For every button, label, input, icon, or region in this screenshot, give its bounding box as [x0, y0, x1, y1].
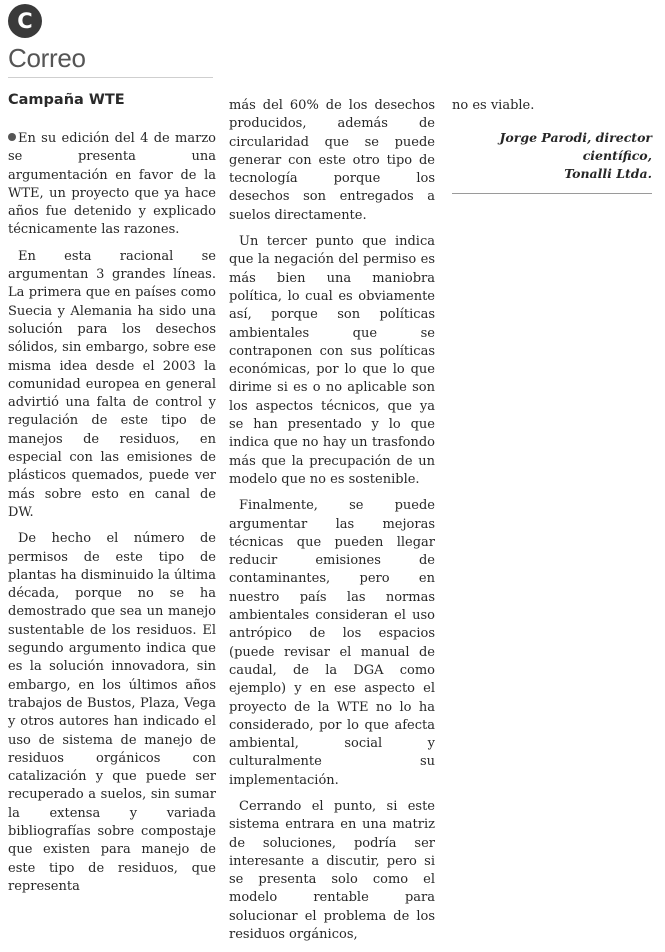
end-divider — [452, 193, 652, 194]
paragraph — [8, 130, 216, 240]
paragraph: De hecho el número de permisos de este tipo de plantas ha disminuido la última década, porque no se ha demostrado que sea un manejo sustentable de los residuos. El segundo argumento indica que es la solución innovadora, sin embargo, en los últimos años trabajos de Bustos, Plaza, Vega y otros autores han indicado el uso de sistema de manejo de residuos orgánicos con catalización y que puede ser recuperado a suelos, sin sumar la extensa y variada bibliografías sobre compostaje que existen para manejo de este tipo de residuos, que representa — [8, 531, 216, 894]
letter-headline: Campaña WTE — [8, 92, 125, 108]
paragraph: Finalmente, se puede argumentar las mejoras técnicas que pueden llegar reducir emisiones de contaminantes, pero en nuestro país las normas ambientales consideran el uso antrópico de los espacios (puede revisar el manual de caudal, de la DGA como ejemplo) y en ese aspecto el proyecto de la WTE no lo ha considerado, por lo que afecta ambiental, social y culturalmente su implementación. — [229, 498, 435, 788]
paragraph: En esta racional se argumentan 3 grandes líneas. La primera que en países como Suecia y Alemania ha sido una solución para los desechos sólidos, sin embargo, sobre ese misma idea desde el 2003 la comunidad europea en general advirtió una falta de control y regulación de este tipo de manejos de residuos, en especial con las emisiones de plásticos quemados, puede ver más sobre esto en canal de DW. — [8, 248, 216, 520]
paragraph: Un tercer punto que indica que la negación del permiso es más bien una maniobra política, lo cual es obviamente así, porque son políticas ambientales que se contraponen con sus políticas económicas, por lo que lo que dirime si es o no aplicable son los aspectos técnicos, que ya se han presentado y lo que indica que no hay un trasfondo más que la precupación de un modelo que no es sostenible. — [229, 234, 435, 487]
paragraph: más del 60% de los desechos producidos, además de circularidad que se puede generar con este otro tipo de tecnología porque los desechos son entregados a suelos directamente. — [229, 98, 435, 223]
paragraph: Cerrando el punto, si este sistema entrara en una matriz de soluciones, podría ser interesante a discutir, pero si se presenta solo como el modelo rentable para solucionar el problema de los residuos orgánicos, — [229, 798, 435, 943]
section-title: Correo — [8, 43, 86, 73]
paragraph-text: En su edición del 4 de marzo se presenta una argumentación en favor de la WTE, un proyecto que ya hace años fue detenido y explicado técnicamente las razones. — [8, 131, 216, 238]
section-divider — [8, 77, 213, 78]
section-logo: C — [8, 4, 42, 38]
signature — [452, 129, 652, 183]
bullet-icon — [8, 133, 16, 141]
article-column-1 — [8, 130, 216, 904]
signature-author: Jorge Parodi, director científico, — [499, 130, 652, 164]
signature-organization: Tonalli Ltda. — [564, 166, 652, 182]
paragraph: no es viable. — [452, 98, 535, 113]
article-column-2 — [229, 97, 435, 952]
article-column-3 — [452, 97, 652, 194]
